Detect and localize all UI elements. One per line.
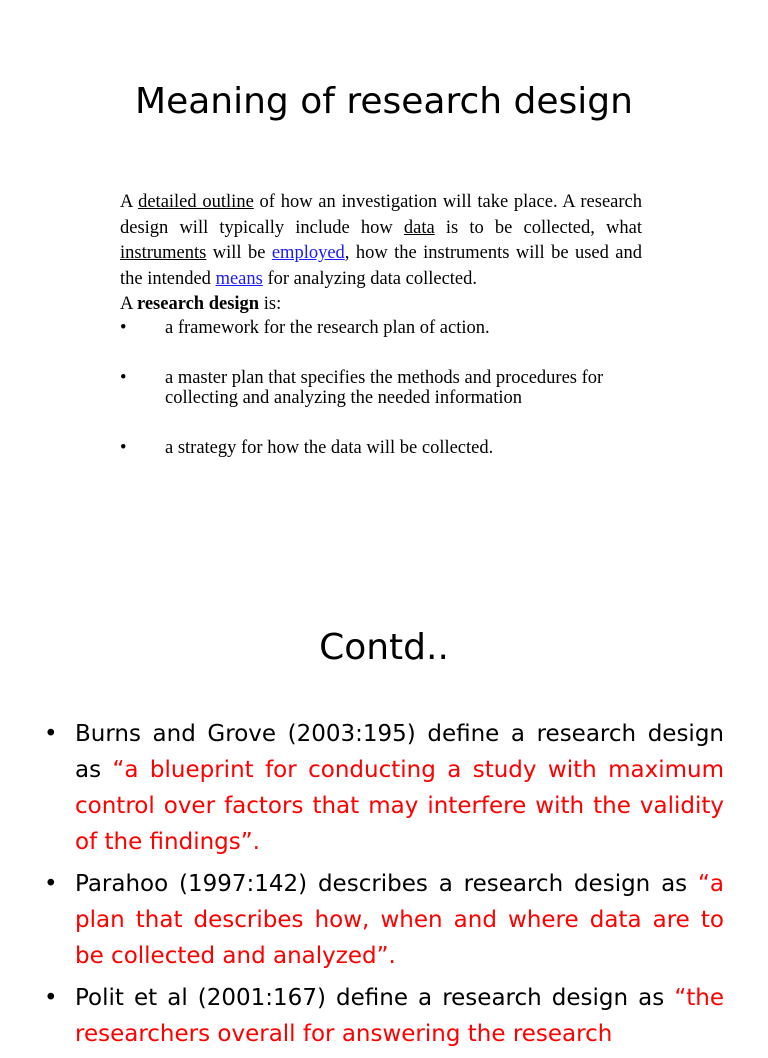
- list-item: [40, 716, 724, 860]
- instruments-term: instruments: [120, 243, 207, 263]
- citation-text: Burns and Grove (2003:195) define a research design as: [75, 721, 724, 783]
- bullet-icon: •: [44, 871, 58, 897]
- list-item: [120, 318, 642, 338]
- bullet-text: a strategy for how the data will be collected.: [165, 437, 494, 458]
- list-item: [120, 368, 642, 408]
- data-term: data: [403, 217, 435, 238]
- means-link[interactable]: means: [215, 268, 263, 289]
- slide1-body: [120, 190, 642, 458]
- para-text-3: is to be collected, what: [434, 217, 643, 238]
- definitions-list: [40, 716, 724, 1052]
- list-item: [120, 438, 642, 458]
- bullet-icon: •: [120, 367, 127, 388]
- bullet-text: a master plan that specifies the methods and procedures for collecting and analyzing the needed information: [165, 367, 604, 408]
- para-text-1: A: [120, 192, 139, 212]
- definition-paragraph: [120, 190, 642, 292]
- employed-link[interactable]: employed: [271, 243, 345, 263]
- slide2-title: Contd..: [319, 627, 449, 668]
- bullet-icon: •: [120, 437, 127, 458]
- bullet-text: a framework for the research plan of action.: [165, 317, 490, 338]
- citation-text: Parahoo (1997:142) describes a research design as: [75, 871, 698, 897]
- quote-text: “the researchers overall for answering the research: [75, 985, 724, 1047]
- list-item: [40, 980, 724, 1052]
- para-text-5: , how the instruments will be used and the intended: [120, 243, 642, 289]
- para-text-2: of how an investigation will take place. A research design will typically include how: [120, 192, 642, 238]
- slide2-body: [40, 716, 724, 1058]
- quote-text: “a blueprint for conducting a study with maximum control over factors that may interfere with the validity of the findings”.: [75, 757, 724, 855]
- detailed-outline-term: detailed outline: [138, 192, 254, 212]
- citation-text: Polit et al (2001:167) define a research design as: [75, 985, 675, 1011]
- research-design-bullets: [120, 318, 642, 458]
- slide1-title: Meaning of research design: [135, 81, 633, 122]
- bullet-icon: •: [44, 985, 58, 1011]
- bullet-icon: •: [120, 317, 127, 338]
- bullet-icon: •: [44, 721, 58, 747]
- rd-bold-term: research design: [136, 294, 260, 314]
- para-text-6: for analyzing data collected.: [262, 268, 478, 289]
- list-item: [40, 866, 724, 974]
- research-design-heading: [120, 292, 642, 318]
- rd-is: is:: [259, 294, 282, 314]
- para-text-4: will be: [206, 243, 272, 263]
- rd-a: A: [120, 294, 137, 314]
- quote-text: “a plan that describes how, when and where data are to be collected and analyzed”.: [75, 871, 724, 969]
